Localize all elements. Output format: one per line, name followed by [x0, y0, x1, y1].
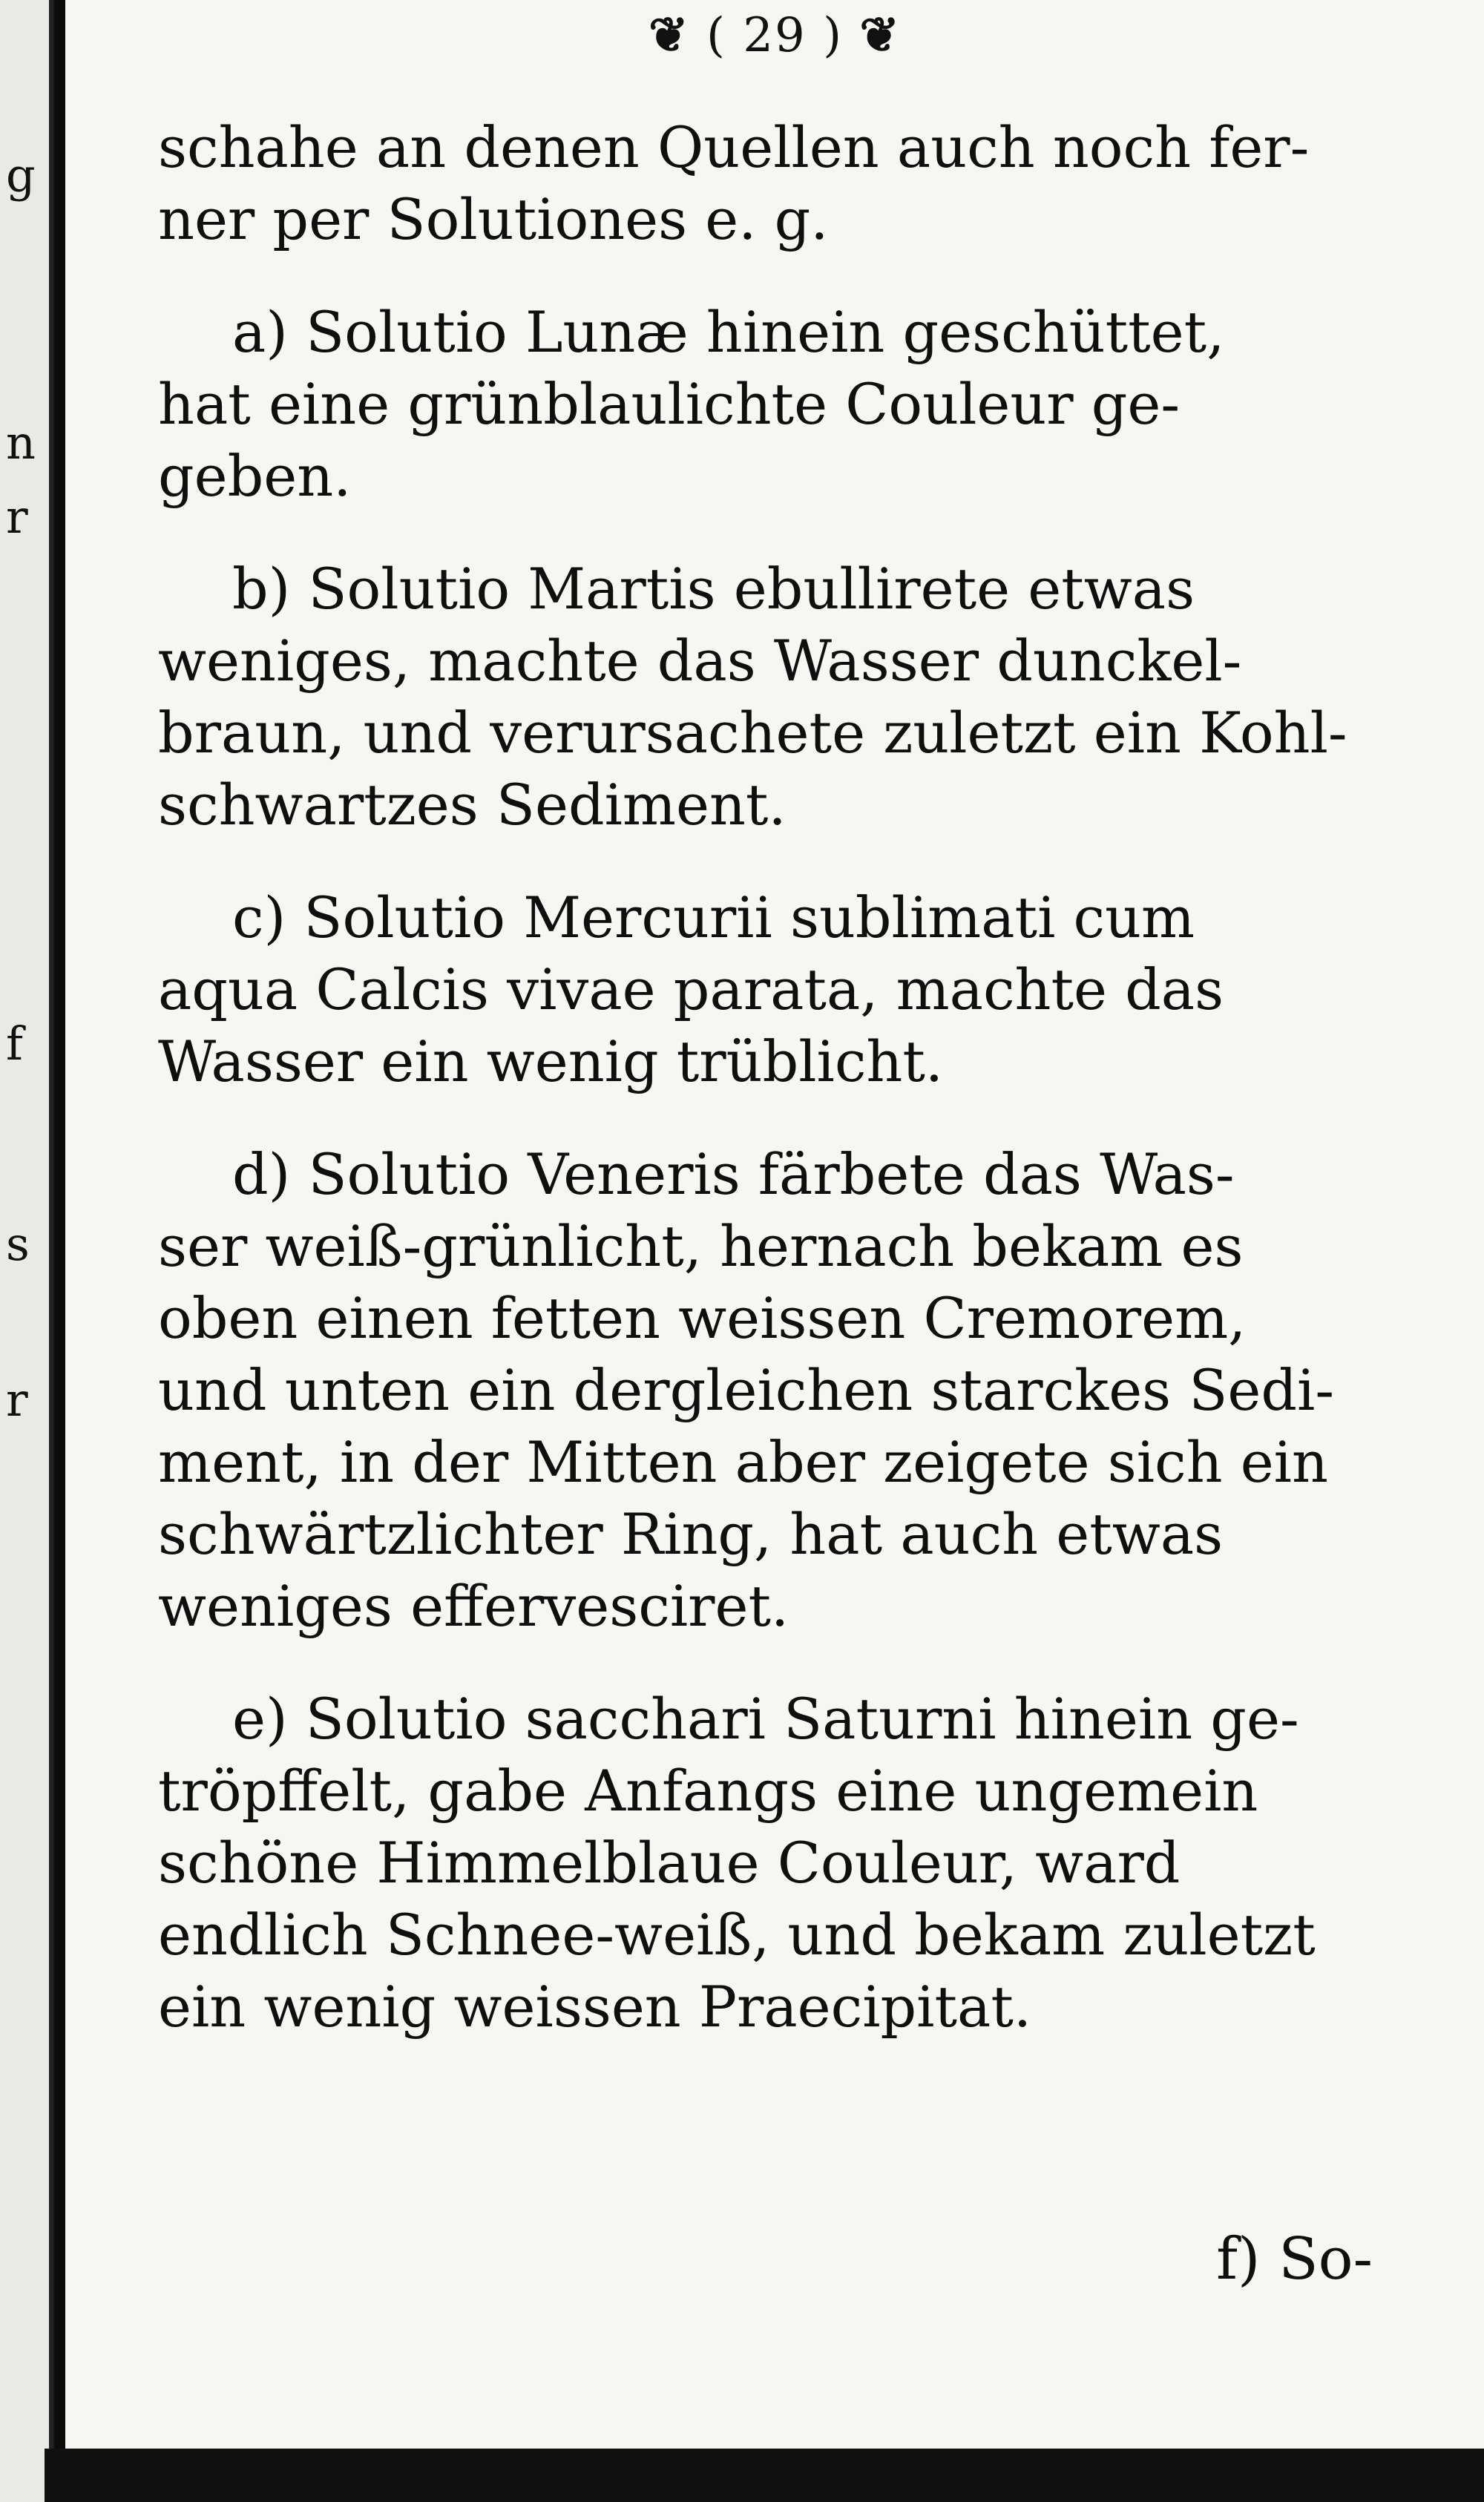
text-line: ment, in der Mitten aber zeigete sich ein: [158, 1429, 1328, 1495]
text-line: schwärtzlichter Ring, hat auch etwas: [158, 1501, 1224, 1567]
text-line: schwartzes Sediment.: [158, 772, 787, 838]
text-line: ein wenig weissen Praecipitat.: [158, 1974, 1032, 2040]
text-line: b) Solutio Martis ebullirete etwas: [232, 556, 1195, 622]
text-line: ser weiß-grünlicht, hernach bekam es: [158, 1213, 1244, 1279]
text-line: schöne Himmelblaue Couleur, ward: [158, 1830, 1181, 1896]
margin-fragment: f: [6, 1017, 23, 1071]
text-line: weniges effervesciret.: [158, 1573, 789, 1639]
paragraph-c: [158, 881, 1375, 1097]
text-line: endlich Schnee-weiß, und bekam zuletzt: [158, 1902, 1316, 1968]
paragraph-a: [158, 296, 1375, 512]
text-line: a) Solutio Lunæ hinein geschüttet,: [232, 299, 1225, 365]
text-line: tröpffelt, gabe Anfangs eine ungemein: [158, 1758, 1258, 1824]
margin-fragment: r: [6, 1373, 28, 1427]
text-line: e) Solutio sacchari Saturni hinein ge-: [232, 1686, 1299, 1752]
text-line: braun, und verursachete zuletzt ein Kohl-: [158, 700, 1347, 766]
text-line: geben.: [158, 443, 352, 509]
paragraph-e: [158, 1683, 1375, 2043]
text-line: weniges, machte das Wasser dunckel-: [158, 628, 1242, 694]
body-text: [158, 111, 1375, 2043]
margin-fragment: r: [6, 490, 28, 544]
text-line: aqua Calcis vivae parata, machte das: [158, 956, 1224, 1022]
catchword: f) So-: [1216, 2226, 1373, 2293]
margin-fragment: g: [6, 148, 36, 203]
text-line: und unten ein dergleichen starckes Sedi-: [158, 1357, 1335, 1423]
text-line: d) Solutio Veneris färbete das Was-: [232, 1141, 1235, 1207]
paragraph: [158, 111, 1375, 255]
book-page: [65, 0, 1484, 2449]
text-line: hat eine grünblaulichte Couleur ge-: [158, 371, 1181, 437]
ornament-left: ❦: [649, 7, 690, 63]
paragraph-d: [158, 1138, 1375, 1642]
text-line: oben einen fetten weissen Cremorem,: [158, 1285, 1247, 1351]
previous-page-edge: [0, 0, 53, 2502]
margin-fragment: n: [6, 416, 36, 470]
ornament-right: ❦: [859, 7, 901, 63]
page-header: [65, 7, 1484, 63]
margin-fragment: s: [6, 1217, 30, 1271]
page-number: ( 29 ): [706, 8, 844, 63]
text-line: schahe an denen Quellen auch noch fer-: [158, 114, 1310, 180]
text-line: Wasser ein wenig trüblicht.: [158, 1028, 944, 1094]
text-line: c) Solutio Mercurii sublimati cum: [232, 884, 1195, 950]
paragraph-b: [158, 553, 1375, 841]
text-line: ner per Solutiones e. g.: [158, 186, 829, 252]
page-bottom-shadow: [45, 2449, 1484, 2502]
